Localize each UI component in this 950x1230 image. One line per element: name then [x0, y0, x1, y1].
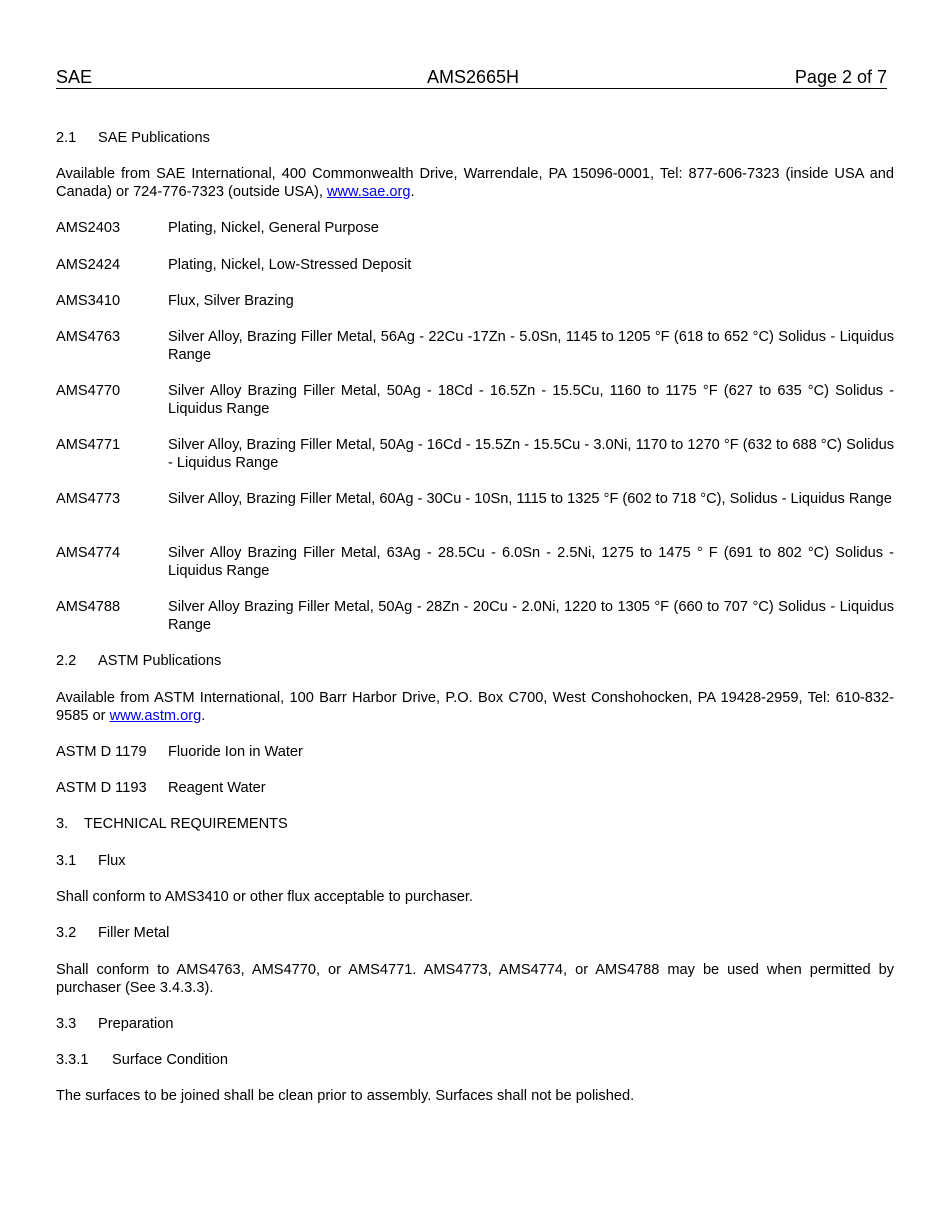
section-3-2-text: Shall conform to AMS4763, AMS4770, or AMS4771. AMS4773, AMS4774, or AMS4788 may be used when permitted by purchaser (See 3.4.3.3). [56, 962, 894, 996]
header-doc-number: AMS2665H [427, 67, 520, 87]
reference-code: ASTM D 1193 [56, 780, 147, 796]
section-2-1-heading [56, 129, 894, 147]
reference-row [56, 292, 894, 310]
reference-description: Silver Alloy Brazing Filler Metal, 50Ag - 18Cd - 16.5Zn - 15.5Cu, 1160 to 1175 °F (627 to 635 °C) Solidus - Liquidus Range [168, 383, 894, 417]
reference-description: Silver Alloy Brazing Filler Metal, 50Ag - 28Zn - 20Cu - 2.0Ni, 1220 to 1305 °F (660 to 707 °C) Solidus - Liquidus Range [168, 599, 894, 633]
section-title: TECHNICAL REQUIREMENTS [84, 816, 288, 832]
section-title: Filler Metal [98, 925, 170, 941]
reference-row [56, 598, 894, 634]
astm-availability-text: Available from ASTM International, 100 Barr Harbor Drive, P.O. Box C700, West Conshohocken, PA 19428-2959, Tel: 610-832-9585 or [56, 690, 894, 724]
section-title: SAE Publications [98, 130, 210, 146]
section-3-1-heading [56, 852, 894, 870]
astm-website-link[interactable]: www.astm.org [109, 708, 202, 724]
header-page-number: Page 2 of 7 [794, 67, 887, 87]
reference-row [56, 779, 894, 797]
section-2-2-heading [56, 652, 894, 670]
section-title: Surface Condition [112, 1052, 229, 1068]
reference-description: Flux, Silver Brazing [168, 293, 294, 309]
reference-row [56, 544, 894, 580]
sae-availability-text: Available from SAE International, 400 Commonwealth Drive, Warrendale, PA 15096-0001, Tel: 877-606-7323 (inside USA and Canada) or 724-776-7323 (outside USA), [56, 166, 894, 200]
reference-row [56, 382, 894, 418]
section-title: Preparation [98, 1016, 174, 1032]
section-title: ASTM Publications [98, 653, 222, 669]
reference-row [56, 328, 894, 364]
reference-code: ASTM D 1179 [56, 744, 147, 760]
reference-description: Silver Alloy, Brazing Filler Metal, 60Ag - 30Cu - 10Sn, 1115 to 1325 °F (602 to 718 °C), Solidus - Liquidus Range [168, 491, 892, 507]
section-number: 3.2 [56, 925, 77, 941]
sae-availability-end: . [410, 184, 415, 200]
astm-availability-paragraph [56, 689, 894, 725]
section-title: Flux [98, 853, 126, 869]
reference-code: AMS4763 [56, 329, 121, 345]
reference-code: AMS4773 [56, 491, 121, 507]
section-number: 3.3 [56, 1016, 77, 1032]
reference-description: Silver Alloy, Brazing Filler Metal, 50Ag - 16Cd - 15.5Zn - 15.5Cu - 3.0Ni, 1170 to 1270 °F (632 to 688 °C) Solidus - Liquidus Range [168, 437, 894, 471]
reference-description: Plating, Nickel, General Purpose [168, 220, 379, 236]
reference-code: AMS4770 [56, 383, 121, 399]
section-3-3-heading [56, 1015, 894, 1033]
section-number: 2.2 [56, 653, 77, 669]
reference-description: Plating, Nickel, Low-Stressed Deposit [168, 257, 412, 273]
section-3-3-1-heading [56, 1051, 894, 1069]
reference-description: Fluoride Ion in Water [168, 744, 303, 760]
section-3-2-heading [56, 924, 894, 942]
section-number: 3.3.1 [56, 1052, 89, 1068]
reference-code: AMS4771 [56, 437, 121, 453]
reference-row [56, 490, 894, 526]
reference-description: Silver Alloy Brazing Filler Metal, 63Ag - 28.5Cu - 6.0Sn - 2.5Ni, 1275 to 1475 ° F (691 to 802 °C) Solidus - Liquidus Range [168, 545, 894, 579]
reference-code: AMS4774 [56, 545, 121, 561]
reference-code: AMS4788 [56, 599, 121, 615]
reference-code: AMS2403 [56, 220, 121, 236]
reference-code: AMS3410 [56, 293, 121, 309]
sae-availability-paragraph [56, 165, 894, 201]
section-number: 3.1 [56, 853, 77, 869]
section-3-3-1-text: The surfaces to be joined shall be clean prior to assembly. Surfaces shall not be polished. [56, 1088, 635, 1104]
reference-row [56, 219, 894, 237]
section-3-1-text: Shall conform to AMS3410 or other flux acceptable to purchaser. [56, 889, 473, 905]
section-number: 2.1 [56, 130, 77, 146]
header-org: SAE [56, 67, 93, 87]
section-number: 3. [56, 816, 69, 832]
reference-description: Silver Alloy, Brazing Filler Metal, 56Ag - 22Cu -17Zn - 5.0Sn, 1145 to 1205 °F (618 to 652 °C) Solidus - Liquidus Range [168, 329, 894, 363]
reference-row [56, 256, 894, 274]
reference-description: Reagent Water [168, 780, 266, 796]
page-header [56, 66, 887, 89]
reference-code: AMS2424 [56, 257, 121, 273]
reference-row [56, 436, 894, 472]
sae-website-link[interactable]: www.sae.org [326, 184, 411, 200]
section-3-heading [56, 815, 894, 833]
reference-row [56, 743, 894, 761]
astm-availability-end: . [201, 708, 206, 724]
